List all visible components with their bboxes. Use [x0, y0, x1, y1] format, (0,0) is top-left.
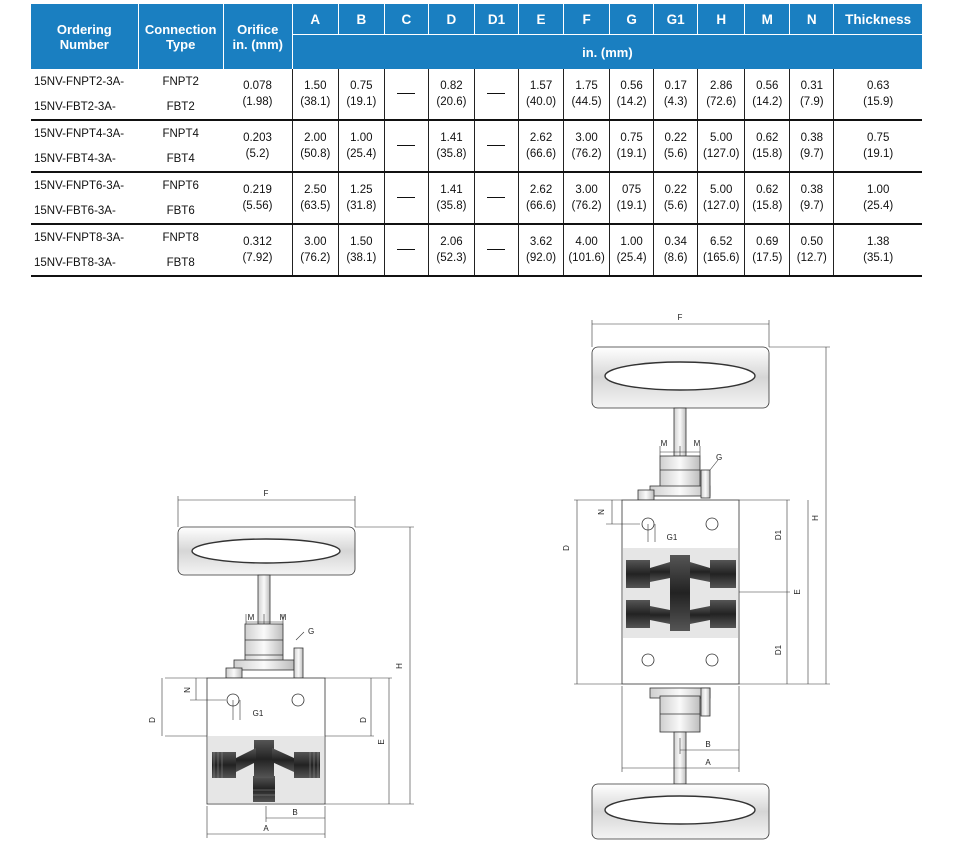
handle-oval: [605, 362, 755, 390]
inch-value: 0.75: [350, 80, 373, 92]
connection-type-cell: FNPT6: [162, 179, 199, 192]
label-m: M: [247, 613, 255, 622]
inch-value: 1.00: [350, 132, 373, 144]
inch-value: 0.31: [800, 80, 823, 92]
mm-value: (19.1): [616, 148, 647, 160]
header-dim-h: H: [698, 4, 745, 35]
inch-value: 2.50: [304, 184, 327, 196]
label-d: D: [562, 545, 571, 551]
mm-value: (38.1): [346, 252, 377, 264]
header-dim-f: F: [564, 4, 610, 35]
mm-value: (76.2): [571, 148, 602, 160]
inch-value: 0.63: [866, 80, 890, 92]
mount-hole: [642, 654, 654, 666]
header-connection-type: Connection Type: [138, 4, 223, 69]
mm-value: (63.5): [300, 200, 331, 212]
mm-value: (35.1): [863, 252, 894, 264]
mm-value: (12.7): [796, 252, 827, 264]
mm-value: (101.6): [568, 252, 605, 264]
label-m: M: [660, 439, 668, 448]
mm-value: (5.2): [245, 148, 270, 160]
inch-value: 5.00: [710, 184, 733, 196]
mm-value: (19.1): [346, 96, 377, 108]
label-e: E: [377, 739, 386, 745]
side-view-drawing: [562, 313, 830, 839]
mm-value: (52.3): [436, 252, 467, 264]
inch-value: 0.078: [243, 80, 272, 92]
inch-value: 0.56: [620, 80, 643, 92]
lock-pin: [294, 648, 303, 678]
handle-oval: [192, 539, 340, 563]
label-b: B: [705, 740, 711, 749]
inch-value: 0.82: [440, 80, 463, 92]
header-dim-e: E: [519, 4, 564, 35]
mm-value: (31.8): [346, 200, 377, 212]
header-orifice: Orifice in. (mm): [223, 4, 292, 69]
inch-value: 1.25: [350, 184, 373, 196]
inch-value: 1.50: [304, 80, 327, 92]
mm-value: (9.7): [799, 200, 824, 212]
mm-value: (35.8): [436, 148, 467, 160]
inch-value: 1.50: [350, 236, 373, 248]
inch-value: 6.52: [710, 236, 733, 248]
mm-value: (66.6): [526, 148, 557, 160]
mm-value: (25.4): [863, 200, 894, 212]
label-a: A: [263, 824, 269, 833]
mm-value: (72.6): [706, 96, 737, 108]
mm-value: (19.1): [616, 200, 647, 212]
mm-value: (9.7): [799, 148, 824, 160]
inch-value: 1.41: [440, 184, 463, 196]
mm-value: (5.56): [242, 200, 273, 212]
mm-value: (5.6): [663, 200, 688, 212]
mount-hole: [292, 694, 304, 706]
inch-value: 1.41: [440, 132, 463, 144]
connection-type-cell: FNPT4: [162, 127, 199, 140]
mm-value: (15.9): [863, 96, 894, 108]
inch-value: 0.50: [800, 236, 823, 248]
inch-value: 0.22: [664, 184, 687, 196]
label-e: E: [793, 589, 802, 595]
mm-value: (15.8): [752, 148, 783, 160]
inch-value: 0.75: [866, 132, 890, 144]
handle-oval: [605, 796, 755, 824]
mm-value: (25.4): [616, 252, 647, 264]
header-dim-m: M: [745, 4, 790, 35]
mm-value: (76.2): [571, 200, 602, 212]
mm-value: (127.0): [702, 200, 740, 212]
mm-value: (50.8): [300, 148, 331, 160]
label-d: D: [359, 717, 368, 723]
inch-value: 1.00: [620, 236, 643, 248]
mm-value: (7.92): [242, 252, 273, 264]
header-dim-g: G: [610, 4, 654, 35]
label-h: H: [811, 515, 820, 521]
mm-value: (40.0): [526, 96, 557, 108]
label-a: A: [705, 758, 711, 767]
inch-value: 0.17: [664, 80, 687, 92]
part-number-cell: 15NV-FNPT2-3A-: [34, 75, 125, 88]
label-d1: D1: [774, 644, 783, 656]
header-dim-d: D: [428, 4, 474, 35]
inch-value: 2.86: [710, 80, 733, 92]
mm-value: (14.2): [616, 96, 647, 108]
mount-hole: [706, 654, 718, 666]
inch-value: 2.00: [304, 132, 327, 144]
part-number-cell: 15NV-FNPT6-3A-: [34, 179, 125, 192]
inch-value: 4.00: [575, 236, 598, 248]
header-dim-a: A: [292, 4, 338, 35]
packing-ring: [234, 660, 294, 670]
label-h: H: [395, 663, 404, 669]
inch-value: 2.62: [529, 184, 553, 196]
mount-hole: [706, 518, 718, 530]
inch-value: 0.69: [756, 236, 779, 248]
part-number-cell: 15NV-FBT4-3A-: [31, 146, 138, 172]
inch-value: 3.62: [529, 236, 553, 248]
part-number-cell: 15NV-FBT2-3A-: [31, 94, 138, 120]
header-dim-d1: D1: [474, 4, 518, 35]
header-dim-g1: G1: [654, 4, 698, 35]
mm-value: (44.5): [571, 96, 602, 108]
inch-value: 1.75: [575, 80, 598, 92]
inch-value: 0.22: [664, 132, 687, 144]
inch-value: 1.38: [866, 236, 890, 248]
header-units: in. (mm): [292, 35, 922, 70]
label-g1: G1: [252, 709, 264, 718]
inch-value: 0.219: [243, 184, 272, 196]
mm-value: (4.3): [663, 96, 688, 108]
inch-value: 3.00: [575, 132, 598, 144]
inch-value: 0.38: [800, 132, 823, 144]
part-number-cell: 15NV-FBT8-3A-: [31, 250, 138, 276]
label-d: D: [148, 717, 157, 723]
mm-value: (15.8): [752, 200, 783, 212]
label-m: M: [279, 613, 287, 622]
inch-value: 2.06: [440, 236, 463, 248]
label-n: N: [183, 687, 192, 693]
label-g1: G1: [666, 533, 678, 542]
label-g: G: [308, 627, 315, 636]
mm-value: (127.0): [702, 148, 740, 160]
mm-value: (76.2): [300, 252, 331, 264]
mm-value: (5.6): [663, 148, 688, 160]
inch-value: 0.62: [756, 132, 779, 144]
mm-value: (35.8): [436, 200, 467, 212]
part-number-cell: 15NV-FNPT4-3A-: [34, 127, 125, 140]
header-dim-n: N: [790, 4, 834, 35]
mm-value: (8.6): [663, 252, 688, 264]
inch-value: 0.312: [243, 236, 272, 248]
inch-value: 1.00: [866, 184, 890, 196]
inch-value: 0.75: [620, 132, 643, 144]
header-ordering-number: Ordering Number: [31, 4, 138, 69]
label-b: B: [292, 808, 298, 817]
header-dim-c: C: [384, 4, 428, 35]
inch-value: 0.203: [243, 132, 272, 144]
label-d1: D1: [774, 529, 783, 541]
label-f: F: [263, 489, 269, 498]
connection-type-cell: FBT8: [138, 250, 223, 276]
inch-value: 1.57: [529, 80, 553, 92]
inch-value: 0.34: [664, 236, 687, 248]
inch-value: 2.62: [529, 132, 553, 144]
label-n: N: [597, 509, 606, 515]
mm-value: (165.6): [702, 252, 740, 264]
inch-value: 0.62: [756, 184, 779, 196]
header-dim-b: B: [338, 4, 384, 35]
inch-value: 0.56: [756, 80, 779, 92]
mm-value: (1.98): [242, 96, 273, 108]
connection-type-cell: FNPT2: [162, 75, 199, 88]
label-f: F: [677, 313, 683, 322]
front-view-drawing: [148, 489, 414, 838]
mm-value: (17.5): [752, 252, 783, 264]
inch-value: 3.00: [304, 236, 327, 248]
part-number-cell: 15NV-FBT6-3A-: [31, 198, 138, 224]
header-thickness: Thickness: [834, 4, 922, 35]
label-m: M: [693, 439, 701, 448]
mm-value: (25.4): [346, 148, 377, 160]
mm-value: (92.0): [526, 252, 557, 264]
mm-value: (20.6): [436, 96, 467, 108]
inch-value: 075: [622, 184, 642, 196]
mm-value: (14.2): [752, 96, 783, 108]
connection-type-cell: FBT4: [138, 146, 223, 172]
mm-value: (19.1): [863, 148, 894, 160]
label-g: G: [716, 453, 723, 462]
connection-type-cell: FBT6: [138, 198, 223, 224]
inch-value: 3.00: [575, 184, 598, 196]
connection-type-cell: FNPT8: [162, 231, 199, 244]
mm-value: (38.1): [300, 96, 331, 108]
mm-value: (66.6): [526, 200, 557, 212]
mm-value: (7.9): [799, 96, 824, 108]
inch-value: 5.00: [710, 132, 733, 144]
connection-type-cell: FBT2: [138, 94, 223, 120]
inch-value: 0.38: [800, 184, 823, 196]
part-number-cell: 15NV-FNPT8-3A-: [34, 231, 125, 244]
